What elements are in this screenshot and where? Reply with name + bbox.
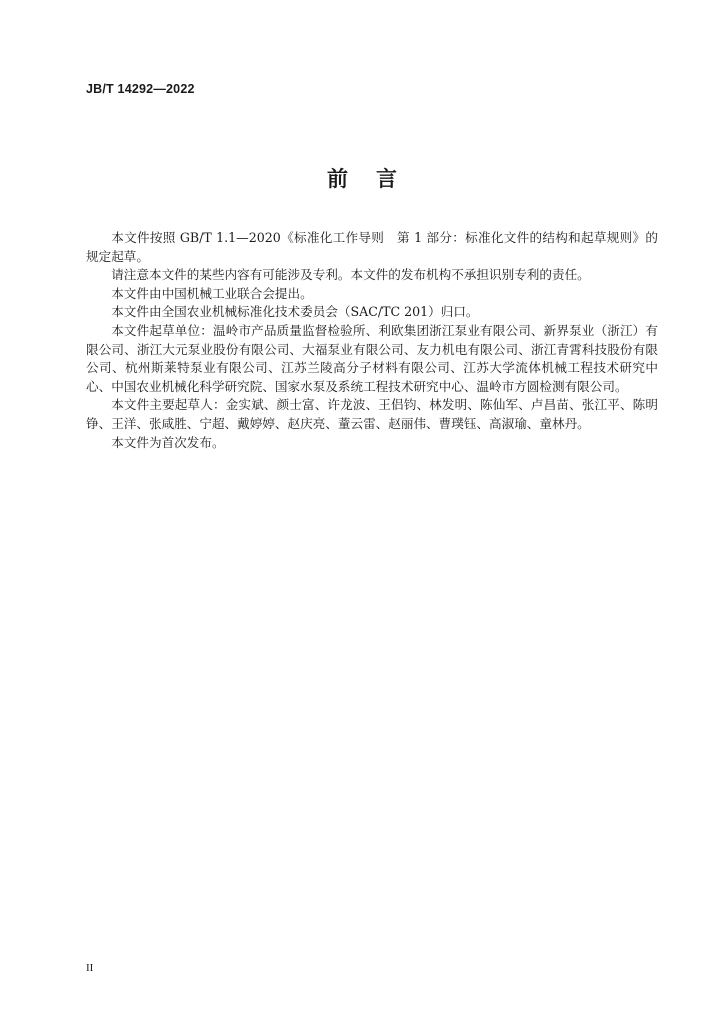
- paragraph-patent-notice: 请注意本文件的某些内容有可能涉及专利。本文件的发布机构不承担识别专利的责任。: [111, 267, 590, 283]
- foreword-body: [86, 229, 658, 452]
- page-title: 前言: [327, 167, 425, 191]
- paragraph-drafting-rules: 本文件按照 GB/T 1.1—2020《标准化工作导则 第 1 部分：标准化文件的结构和起草规则》的规定起草。: [86, 230, 658, 264]
- paragraph-drafters: 本文件主要起草人：金实斌、颜士富、许龙波、王侣钧、林发明、陈仙军、卢昌苗、张江平、陈明铮、王洋、张咸胜、宁超、戴婷婷、赵庆亮、蕫云雷、赵丽伟、曹璞钰、高淑瑜、童林丹。: [86, 397, 658, 431]
- paragraph-proposer: 本文件由中国机械工业联合会提出。: [111, 285, 313, 301]
- standard-number: JB/T 14292—2022: [86, 82, 195, 96]
- paragraph-first-release: 本文件为首次发布。: [111, 434, 225, 450]
- paragraph-drafting-units: 本文件起草单位：温岭市产品质量监督检验所、利欧集团浙江泵业有限公司、新界泵业（浙江）有限公司、浙江大元泵业股份有限公司、大福泵业有限公司、友力机电有限公司、浙江青霄科技股份有限公司、杭州斯莱特泵业有限公司、江苏兰陵高分子材料有限公司、江苏大学流体机械工程技术研究中心、中国农业机械化科学研究院、国家水泵及系统工程技术研究中心、温岭市方圆检测有限公司。: [86, 322, 658, 394]
- page-number: II: [86, 962, 94, 974]
- paragraph-committee: 本文件由全国农业机械标准化技术委员会（SAC/TC 201）归口。: [111, 304, 479, 320]
